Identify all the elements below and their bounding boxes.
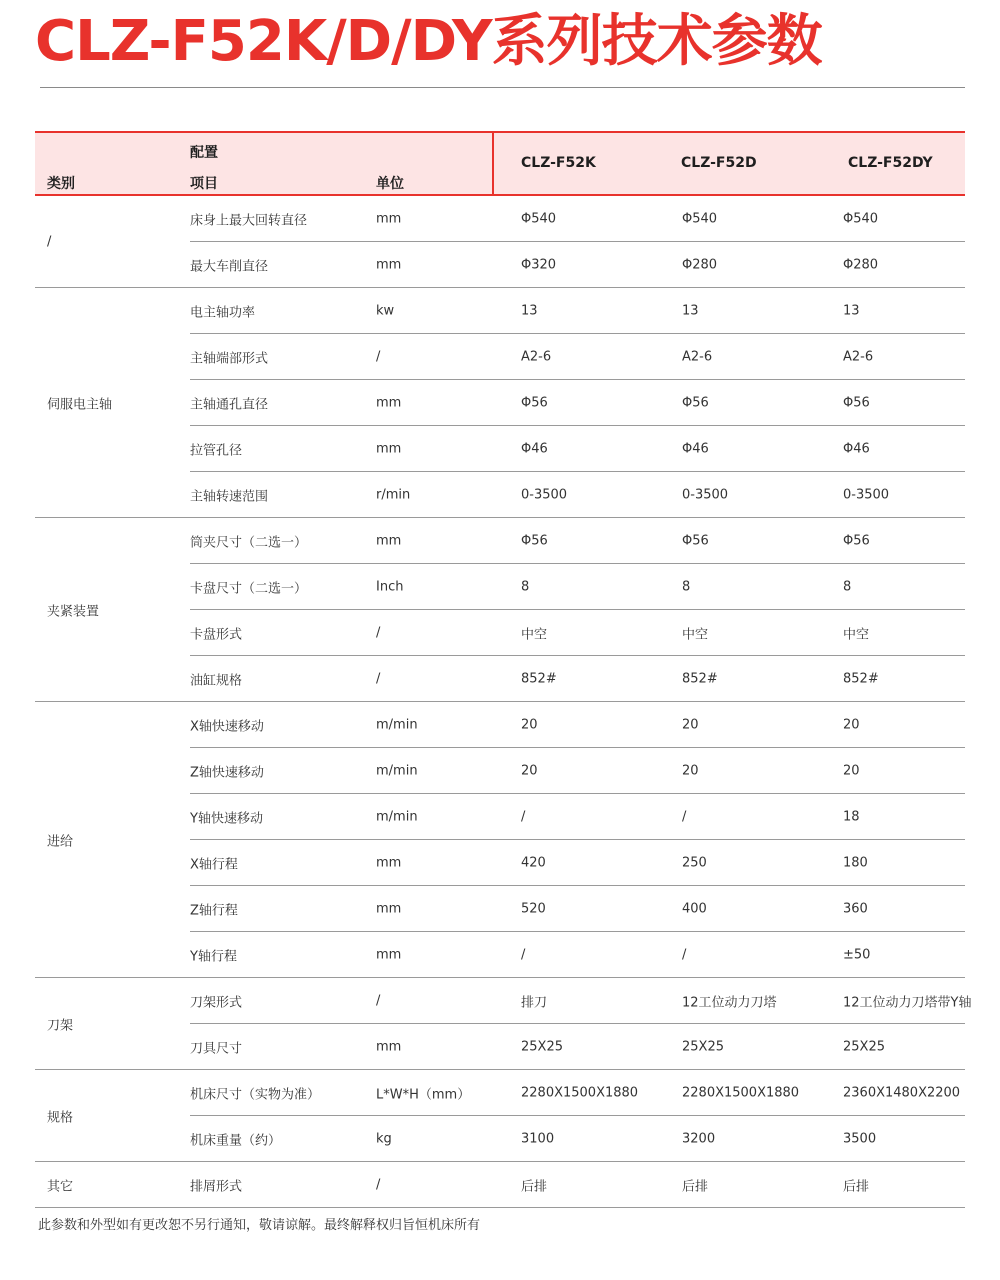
table-row — [190, 978, 972, 1023]
row-item: 主轴通孔直径 — [190, 397, 269, 412]
row-unit: Inch — [376, 579, 404, 594]
row-value-model-1: Φ46 — [521, 441, 548, 456]
table-row — [190, 609, 965, 655]
row-value-model-2: Φ540 — [682, 211, 718, 226]
row-value-model-1: 13 — [521, 303, 538, 318]
row-value-model-3: 360 — [843, 901, 868, 916]
table-row — [190, 1023, 965, 1069]
row-value-model-1: Φ540 — [521, 211, 557, 226]
row-value-model-2: 20 — [682, 717, 699, 732]
row-value-model-1: / — [521, 947, 526, 962]
row-unit: m/min — [376, 809, 418, 824]
table-row — [190, 425, 965, 471]
table-row — [190, 196, 965, 241]
row-unit: mm — [376, 901, 402, 916]
table-row — [190, 931, 965, 977]
group-category: 伺服电主轴 — [47, 397, 113, 412]
table-row — [190, 288, 965, 333]
row-value-model-3: ±50 — [843, 947, 871, 962]
row-unit: m/min — [376, 717, 418, 732]
row-unit: / — [376, 1177, 381, 1192]
table-row — [190, 793, 965, 839]
table-group — [35, 1162, 965, 1208]
row-unit: / — [376, 671, 381, 686]
row-value-model-2: 20 — [682, 763, 699, 778]
table-row — [190, 747, 965, 793]
table-group — [35, 288, 965, 518]
row-item: 排屑形式 — [190, 1179, 243, 1194]
row-unit: kg — [376, 1131, 392, 1146]
row-unit: mm — [376, 441, 402, 456]
row-value-model-3: 中空 — [843, 627, 870, 642]
table-group — [35, 702, 965, 978]
row-value-model-2: 2280X1500X1880 — [682, 1085, 800, 1100]
table-row — [190, 379, 965, 425]
row-value-model-1: 3100 — [521, 1131, 555, 1146]
row-unit: / — [376, 993, 381, 1008]
row-unit: mm — [376, 855, 402, 870]
group-category: / — [47, 234, 52, 249]
row-value-model-1: 2280X1500X1880 — [521, 1085, 639, 1100]
table-row — [190, 518, 965, 563]
row-item: 机床尺寸（实物为准） — [190, 1087, 321, 1102]
row-item: 最大车削直径 — [190, 259, 269, 274]
header-unit: 单位 — [376, 176, 404, 192]
row-value-model-3: 3500 — [843, 1131, 877, 1146]
row-value-model-1: 852# — [521, 671, 557, 686]
row-item: 刀架形式 — [190, 995, 243, 1010]
row-value-model-1: 中空 — [521, 627, 548, 642]
row-value-model-3: Φ280 — [843, 257, 879, 272]
row-value-model-3: 25X25 — [843, 1039, 885, 1054]
row-value-model-3: 180 — [843, 855, 868, 870]
row-value-model-2: 400 — [682, 901, 707, 916]
row-unit: kw — [376, 303, 395, 318]
row-item: 电主轴功率 — [190, 305, 256, 320]
row-item: 刀具尺寸 — [190, 1041, 243, 1056]
header-model-2: CLZ-F52D — [681, 155, 757, 171]
row-value-model-1: A2-6 — [521, 349, 552, 364]
row-item: 卡盘形式 — [190, 627, 243, 642]
row-value-model-3: Φ46 — [843, 441, 870, 456]
row-unit: / — [376, 349, 381, 364]
row-unit: mm — [376, 211, 402, 226]
row-value-model-3: 后排 — [843, 1179, 870, 1194]
row-value-model-3: 0-3500 — [843, 487, 890, 502]
row-item: 主轴端部形式 — [190, 351, 269, 366]
row-item: Z轴快速移动 — [190, 765, 264, 780]
group-category: 其它 — [47, 1179, 74, 1194]
row-value-model-2: 后排 — [682, 1179, 709, 1194]
row-value-model-2: 250 — [682, 855, 707, 870]
header-item: 项目 — [190, 176, 218, 192]
row-value-model-2: 0-3500 — [682, 487, 729, 502]
table-header — [35, 131, 965, 196]
row-value-model-2: 12工位动力刀塔 — [682, 995, 777, 1010]
row-value-model-2: 3200 — [682, 1131, 716, 1146]
group-category: 刀架 — [47, 1018, 74, 1033]
row-value-model-1: 后排 — [521, 1179, 548, 1194]
row-unit: r/min — [376, 487, 411, 502]
table-group — [35, 978, 972, 1070]
row-item: Y轴行程 — [190, 949, 237, 964]
row-value-model-1: 8 — [521, 579, 530, 594]
row-value-model-1: 25X25 — [521, 1039, 563, 1054]
row-value-model-1: 20 — [521, 763, 538, 778]
table-row — [190, 333, 965, 379]
row-value-model-1: Φ56 — [521, 395, 548, 410]
row-item: 卡盘尺寸（二选一） — [190, 581, 308, 596]
row-value-model-1: 520 — [521, 901, 546, 916]
row-item: 主轴转速范围 — [190, 489, 269, 504]
row-value-model-2: 852# — [682, 671, 718, 686]
row-unit: mm — [376, 947, 402, 962]
row-item: 拉管孔径 — [190, 443, 243, 458]
row-unit: mm — [376, 533, 402, 548]
row-value-model-3: 20 — [843, 717, 860, 732]
row-item: X轴行程 — [190, 857, 238, 872]
header-model-1: CLZ-F52K — [521, 155, 596, 171]
row-value-model-2: / — [682, 947, 687, 962]
row-item: 油缸规格 — [190, 673, 243, 688]
row-value-model-3: 8 — [843, 579, 852, 594]
row-value-model-1: 420 — [521, 855, 546, 870]
row-value-model-2: 中空 — [682, 627, 709, 642]
row-unit: mm — [376, 395, 402, 410]
row-value-model-2: 8 — [682, 579, 691, 594]
row-value-model-2: 25X25 — [682, 1039, 724, 1054]
row-value-model-2: A2-6 — [682, 349, 713, 364]
row-value-model-1: 排刀 — [521, 995, 548, 1010]
spec-table — [35, 131, 972, 1208]
table-row — [190, 1162, 965, 1207]
row-value-model-1: 0-3500 — [521, 487, 568, 502]
row-value-model-1: Φ320 — [521, 257, 557, 272]
row-item: 筒夹尺寸（二选一） — [190, 535, 308, 550]
row-item: X轴快速移动 — [190, 719, 264, 734]
table-group — [35, 1070, 965, 1162]
row-value-model-1: 20 — [521, 717, 538, 732]
row-item: 机床重量（约） — [190, 1133, 282, 1148]
table-row — [190, 839, 965, 885]
row-value-model-3: 20 — [843, 763, 860, 778]
footnote: 此参数和外型如有更改恕不另行通知，敬请谅解。最终解释权归旨恒机床所有 — [38, 1218, 481, 1233]
row-value-model-3: 13 — [843, 303, 860, 318]
header-config: 配置 — [190, 145, 218, 161]
table-group — [35, 518, 965, 702]
row-item: Y轴快速移动 — [190, 811, 263, 826]
row-value-model-3: 852# — [843, 671, 879, 686]
table-body — [35, 196, 972, 1208]
row-unit: mm — [376, 257, 402, 272]
row-value-model-3: Φ56 — [843, 533, 870, 548]
header-category: 类别 — [47, 176, 75, 192]
group-category: 夹紧装置 — [47, 604, 100, 619]
row-unit: m/min — [376, 763, 418, 778]
table-row — [190, 1115, 965, 1161]
title-divider — [40, 87, 965, 88]
row-value-model-3: Φ540 — [843, 211, 879, 226]
table-row — [190, 655, 965, 701]
row-item: 床身上最大回转直径 — [190, 213, 308, 228]
row-value-model-1: / — [521, 809, 526, 824]
row-value-model-3: 12工位动力刀塔带Y轴 — [843, 995, 972, 1010]
row-unit: L*W*H（mm） — [376, 1087, 471, 1102]
group-category: 进给 — [47, 834, 74, 849]
page-title: CLZ-F52K/D/DY系列技术参数 — [35, 9, 822, 74]
row-value-model-3: A2-6 — [843, 349, 874, 364]
header-divider — [492, 133, 494, 194]
row-value-model-2: / — [682, 809, 687, 824]
row-value-model-1: Φ56 — [521, 533, 548, 548]
row-value-model-2: 13 — [682, 303, 699, 318]
header-model-3: CLZ-F52DY — [848, 155, 933, 171]
row-value-model-3: 18 — [843, 809, 860, 824]
table-row — [190, 1070, 965, 1115]
table-row — [190, 471, 965, 517]
row-value-model-3: 2360X1480X2200 — [843, 1085, 961, 1100]
row-value-model-2: Φ56 — [682, 533, 709, 548]
row-value-model-3: Φ56 — [843, 395, 870, 410]
row-unit: mm — [376, 1039, 402, 1054]
row-item: Z轴行程 — [190, 903, 238, 918]
table-row — [190, 241, 965, 287]
table-row — [190, 885, 965, 931]
row-value-model-2: Φ56 — [682, 395, 709, 410]
row-value-model-2: Φ46 — [682, 441, 709, 456]
group-category: 规格 — [47, 1110, 74, 1125]
row-unit: / — [376, 625, 381, 640]
table-row — [190, 563, 965, 609]
table-group — [35, 196, 965, 288]
row-value-model-2: Φ280 — [682, 257, 718, 272]
table-row — [190, 702, 965, 747]
